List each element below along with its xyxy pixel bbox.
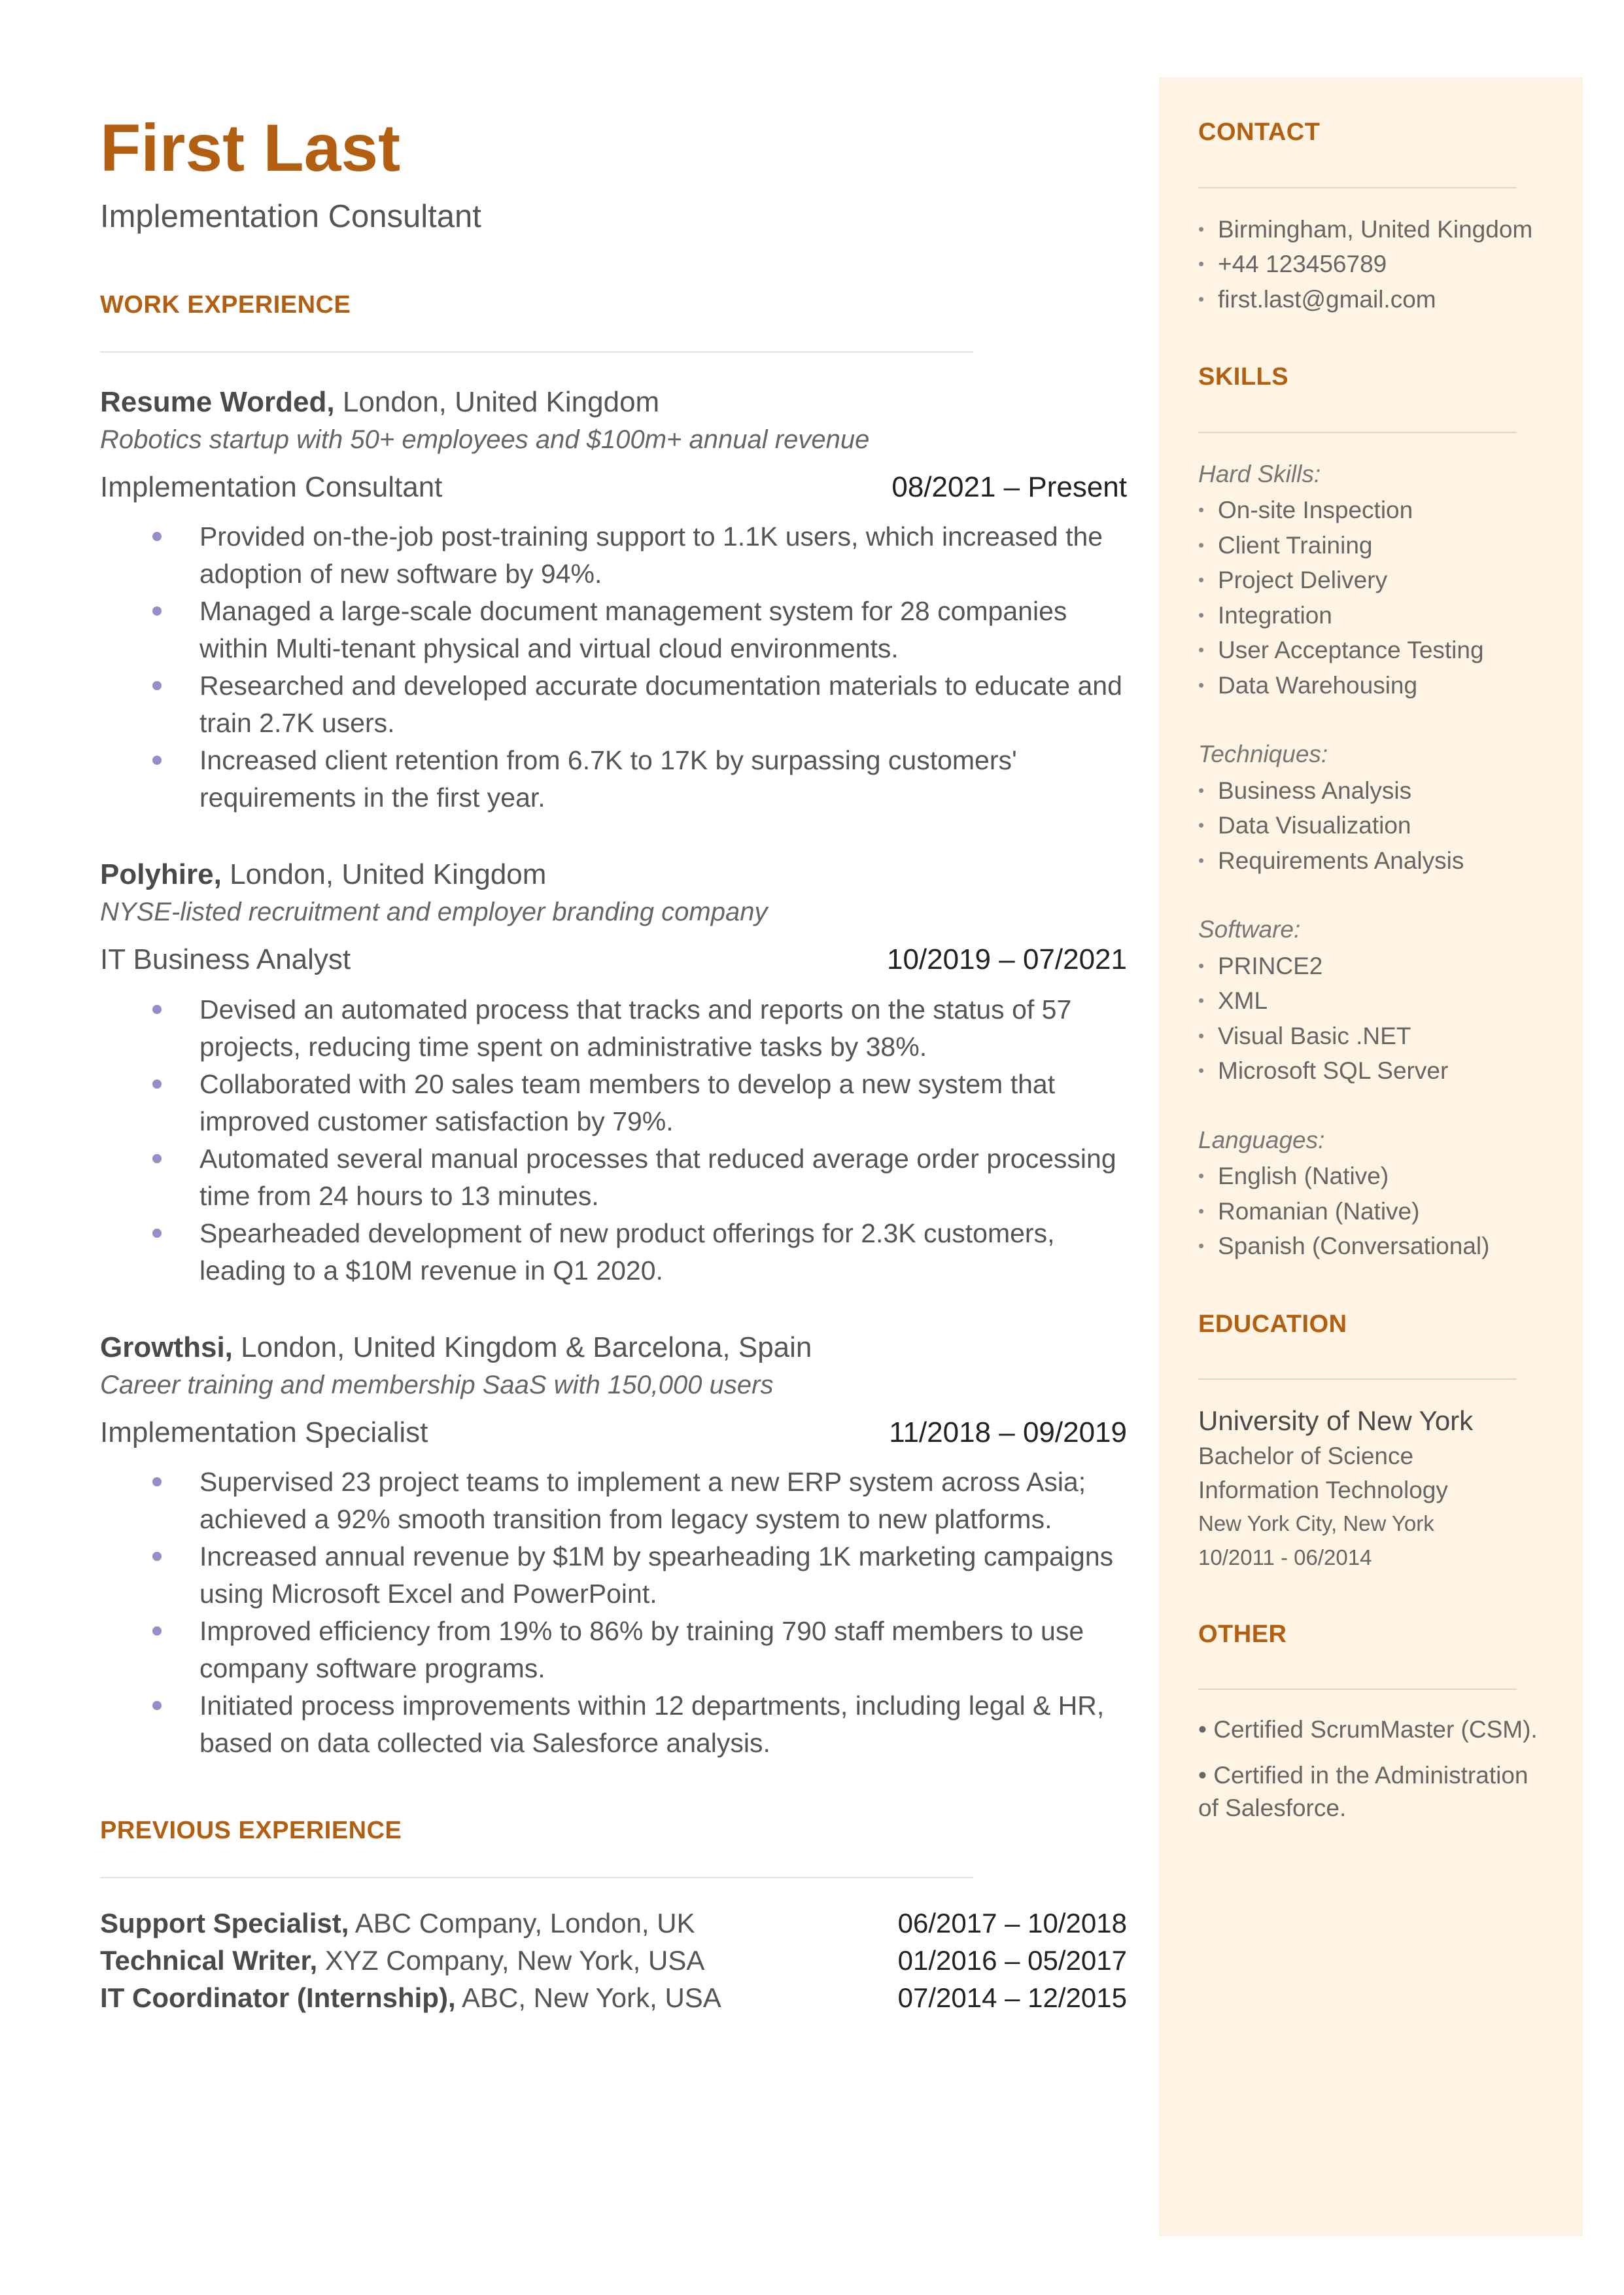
skill-category-label: Software:	[1198, 916, 1301, 943]
skill-item: • On-site Inspection	[1198, 493, 1551, 528]
job-entry	[100, 1329, 1127, 1762]
role-title: Implementation Consultant	[100, 470, 443, 503]
section-divider	[1198, 1378, 1517, 1380]
school-name: University of New York	[1198, 1405, 1474, 1437]
bullet-text: Initiated process improvements within 12 departments, including legal & HR, based on data collected via Salesforce analysis.	[199, 1691, 1105, 1759]
section-divider	[1198, 1689, 1517, 1690]
job-entry	[100, 383, 1127, 817]
bullet-item	[100, 518, 1127, 593]
bullet-dot-icon	[152, 1552, 162, 1561]
role-dates: 11/2018 – 09/2019	[889, 1416, 1127, 1448]
bullet-text: Increased client retention from 6.7K to 17K by surpassing customers' requirements in the first year.	[199, 745, 1017, 813]
company-location: London, United Kingdom & Barcelona, Spain	[241, 1331, 812, 1363]
skill-category-label: Hard Skills:	[1198, 460, 1321, 487]
section-divider	[100, 1877, 973, 1878]
bullet-text: Supervised 23 project teams to implement a new ERP system across Asia; achieved a 92% smooth transition from legacy system to new platforms.	[199, 1467, 1086, 1535]
sidebar-content	[1198, 118, 1551, 1838]
previous-role	[100, 1904, 695, 1942]
bullet-dot-icon	[152, 532, 162, 541]
skill-item: • PRINCE2	[1198, 949, 1551, 984]
skill-item: • Romanian (Native)	[1198, 1194, 1551, 1229]
previous-role-detail: XYZ Company, New York, USA	[324, 1944, 705, 1976]
previous-role-row	[100, 1979, 1127, 2016]
skill-item: • User Acceptance Testing	[1198, 633, 1551, 668]
role-dates: 08/2021 – Present	[891, 470, 1127, 503]
bullet-item	[100, 742, 1127, 816]
certification-item: • Certified in the Administration of Salesforce.	[1198, 1762, 1529, 1822]
skill-list	[1198, 1159, 1551, 1264]
skill-item: • Microsoft SQL Server	[1198, 1053, 1551, 1089]
skill-category-label: Techniques:	[1198, 741, 1328, 768]
role-dates: 10/2019 – 07/2021	[886, 943, 1127, 976]
bullet-text: Managed a large-scale document management system for 28 companies within Multi-tenant physical and virtual cloud environments.	[199, 596, 1067, 664]
other-heading: OTHER	[1198, 1620, 1287, 1648]
company-location: London, United Kingdom	[230, 858, 547, 891]
candidate-name: First Last	[100, 111, 401, 185]
skill-list	[1198, 493, 1551, 703]
company-line	[100, 856, 1127, 893]
skill-item: • Business Analysis	[1198, 773, 1551, 809]
previous-role-dates: 07/2014 – 12/2015	[897, 1982, 1127, 2013]
bullet-text: Provided on-the-job post-training support to 1.1K users, which increased the adoption of new software by 94%.	[199, 521, 1103, 589]
role-row	[100, 1413, 1127, 1452]
contact-phone: • +44 123456789	[1198, 247, 1551, 282]
bullet-dot-icon	[152, 606, 162, 616]
bullet-list	[100, 991, 1127, 1289]
main-column	[100, 111, 1127, 2016]
bullet-item	[100, 1538, 1127, 1613]
company-name: Polyhire,	[100, 858, 222, 891]
company-line	[100, 383, 1127, 421]
company-name: Resume Worded,	[100, 385, 335, 418]
job-entry	[100, 856, 1127, 1289]
previous-role	[100, 1979, 721, 2016]
bullet-item	[100, 1463, 1127, 1538]
skill-item: • Integration	[1198, 598, 1551, 633]
contact-location: • Birmingham, United Kingdom	[1198, 212, 1551, 247]
field-of-study: Information Technology	[1198, 1476, 1448, 1503]
previous-role	[100, 1942, 704, 1979]
skill-item: • Data Warehousing	[1198, 668, 1551, 703]
previous-role-title: Technical Writer,	[100, 1944, 318, 1976]
previous-role-row	[100, 1942, 1127, 1979]
education-dates: 10/2011 - 06/2014	[1198, 1545, 1372, 1569]
skill-item: • Requirements Analysis	[1198, 843, 1551, 879]
candidate-title: Implementation Consultant	[100, 199, 481, 235]
skill-item: • Project Delivery	[1198, 563, 1551, 598]
role-row	[100, 940, 1127, 979]
skill-item: • Client Training	[1198, 528, 1551, 563]
section-divider	[1198, 432, 1517, 433]
bullet-dot-icon	[152, 1079, 162, 1089]
previous-role-detail: ABC Company, London, UK	[354, 1907, 695, 1938]
skill-list	[1198, 773, 1551, 879]
section-divider	[100, 351, 973, 353]
bullet-dot-icon	[152, 1005, 162, 1014]
skill-item: • XML	[1198, 983, 1551, 1019]
company-description: NYSE-listed recruitment and employer branding company	[100, 898, 768, 927]
previous-role-detail: ABC, New York, USA	[461, 1982, 721, 2013]
skill-category-label: Languages:	[1198, 1126, 1325, 1153]
bullet-list	[100, 1463, 1127, 1762]
role-row	[100, 468, 1127, 506]
bullet-item	[100, 991, 1127, 1066]
bullet-dot-icon	[152, 1701, 162, 1710]
company-description: Robotics startup with 50+ employees and $100m+ annual revenue	[100, 425, 870, 454]
skill-item: • Visual Basic .NET	[1198, 1019, 1551, 1054]
section-divider	[1198, 187, 1517, 188]
certification-item: • Certified ScrumMaster (CSM).	[1198, 1716, 1538, 1743]
bullet-item	[100, 667, 1127, 742]
role-title: IT Business Analyst	[100, 943, 351, 976]
bullet-dot-icon	[152, 1477, 162, 1486]
bullet-text: Improved efficiency from 19% to 86% by training 790 staff members to use company software programs.	[199, 1616, 1084, 1684]
bullet-item	[100, 1066, 1127, 1140]
skill-item: • Data Visualization	[1198, 808, 1551, 843]
bullet-text: Researched and developed accurate documentation materials to educate and train 2.7K users.	[199, 671, 1122, 739]
bullet-item	[100, 593, 1127, 667]
bullet-dot-icon	[152, 1626, 162, 1636]
bullet-dot-icon	[152, 756, 162, 765]
bullet-dot-icon	[152, 1229, 162, 1238]
contact-heading: CONTACT	[1198, 118, 1321, 146]
bullet-text: Increased annual revenue by $1M by spearheading 1K marketing campaigns using Microsoft Excel and PowerPoint.	[199, 1541, 1114, 1609]
bullet-item	[100, 1687, 1127, 1762]
previous-role-title: IT Coordinator (Internship),	[100, 1982, 456, 2013]
bullet-text: Devised an automated process that tracks and reports on the status of 57 projects, reducing time spent on administrative tasks by 38%.	[199, 994, 1072, 1062]
skill-list	[1198, 949, 1551, 1089]
contact-email[interactable]: • first.last@gmail.com	[1198, 282, 1551, 317]
previous-role-dates: 01/2016 – 05/2017	[897, 1944, 1127, 1976]
previous-experience-heading: PREVIOUS EXPERIENCE	[100, 1817, 402, 1845]
bullet-text: Collaborated with 20 sales team members to develop a new system that improved customer satisfaction by 79%.	[199, 1068, 1056, 1136]
company-description: Career training and membership SaaS with 150,000 users	[100, 1370, 774, 1399]
bullet-text: Automated several manual processes that reduced average order processing time from 24 hours to 13 minutes.	[199, 1143, 1116, 1211]
bullet-dot-icon	[152, 1154, 162, 1163]
company-location: London, United Kingdom	[342, 385, 660, 418]
sidebar	[1159, 77, 1583, 2236]
contact-list	[1198, 212, 1551, 317]
previous-role-row	[100, 1904, 1127, 1942]
bullet-list	[100, 518, 1127, 816]
bullet-item	[100, 1140, 1127, 1215]
previous-role-title: Support Specialist,	[100, 1907, 349, 1938]
work-experience-heading: WORK EXPERIENCE	[100, 290, 351, 319]
education-section	[1198, 1310, 1551, 1574]
bullet-item	[100, 1215, 1127, 1289]
degree: Bachelor of Science	[1198, 1442, 1414, 1469]
bullet-item	[100, 1613, 1127, 1687]
company-line	[100, 1329, 1127, 1366]
previous-role-dates: 06/2017 – 10/2018	[897, 1907, 1127, 1938]
contact-section	[1198, 118, 1551, 317]
skill-item: • English (Native)	[1198, 1159, 1551, 1194]
school-location: New York City, New York	[1198, 1511, 1434, 1536]
company-name: Growthsi,	[100, 1331, 233, 1363]
role-title: Implementation Specialist	[100, 1416, 428, 1448]
bullet-text: Spearheaded development of new product offerings for 2.3K customers, leading to a $10M revenue in Q1 2020.	[199, 1218, 1055, 1286]
other-section	[1198, 1620, 1551, 1825]
skills-section	[1198, 362, 1551, 1264]
skills-heading: SKILLS	[1198, 363, 1289, 391]
education-heading: EDUCATION	[1198, 1310, 1347, 1338]
bullet-dot-icon	[152, 681, 162, 690]
previous-experience-list	[100, 1904, 1127, 2016]
skill-item: • Spanish (Conversational)	[1198, 1229, 1551, 1264]
